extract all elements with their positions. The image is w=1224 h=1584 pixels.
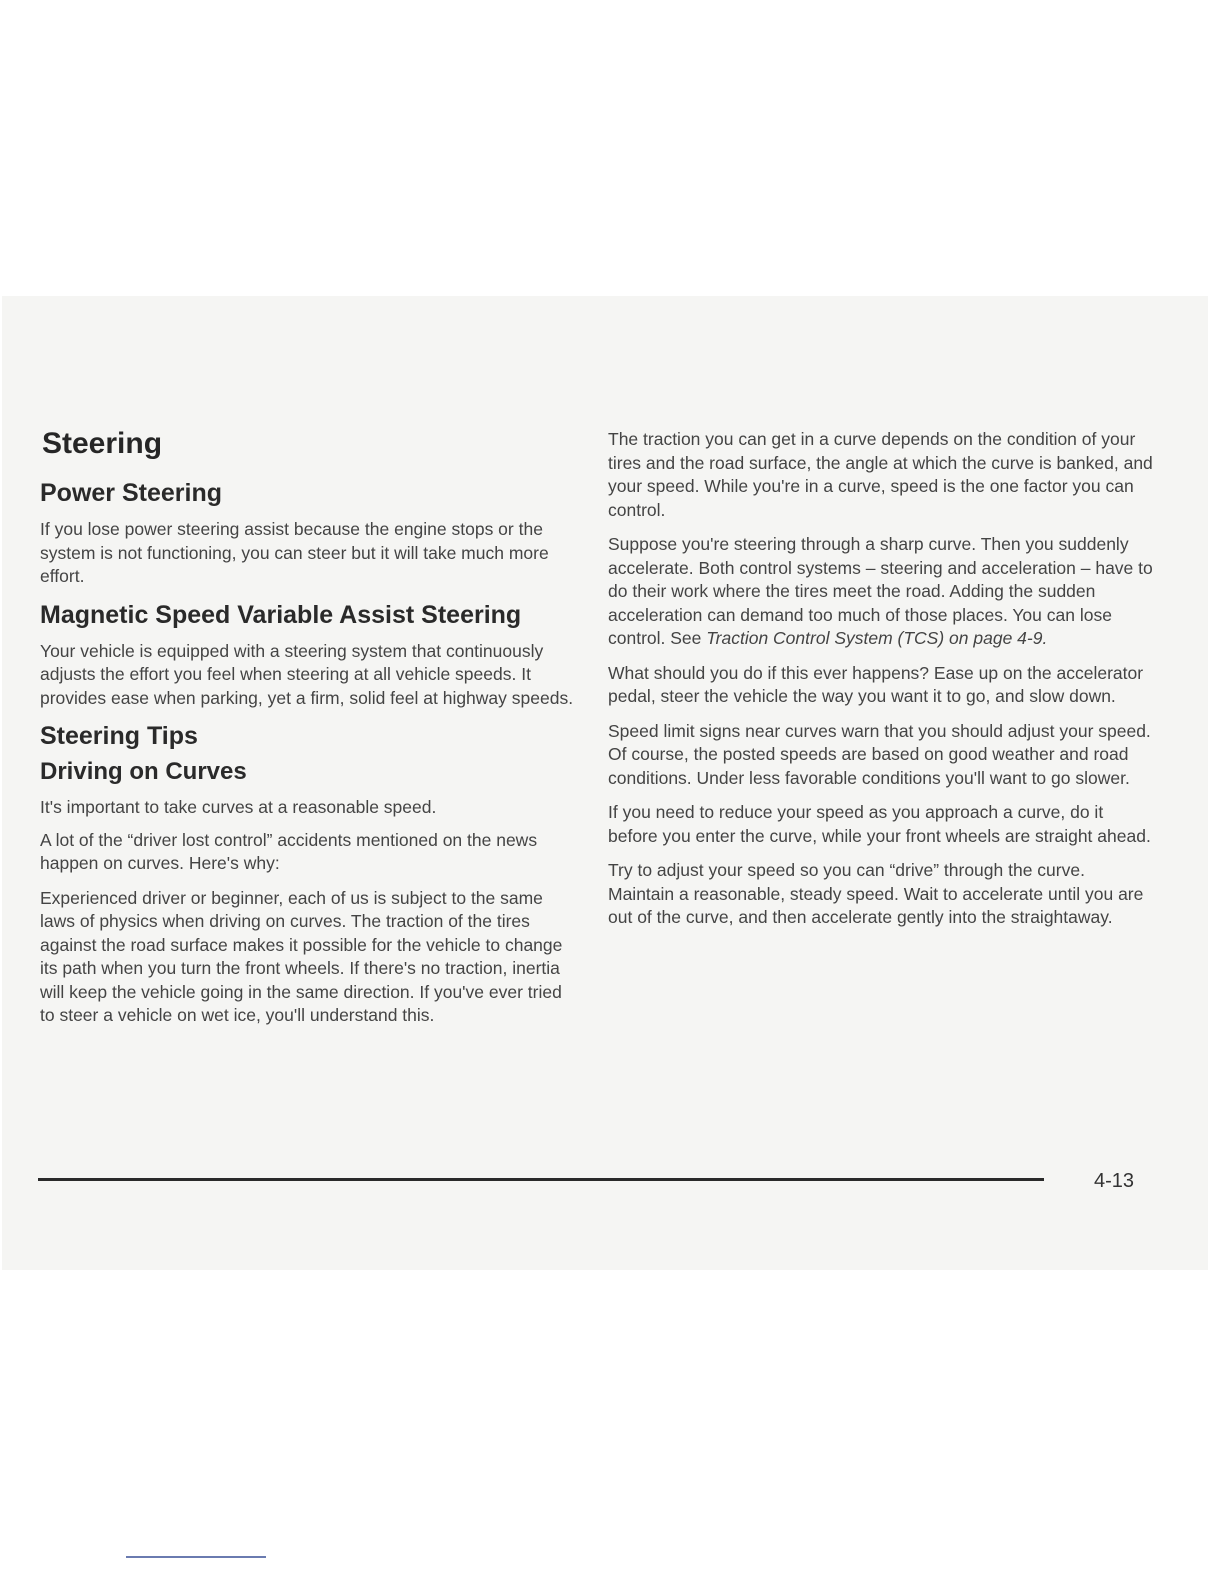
page-number: 4-13 [1094,1170,1135,1192]
what-to-do-paragraph: What should you do if this ever happens? Ease up on the accelerator pedal, steer the vehicle the way you want it to go, and slow down. [608,662,1144,706]
curves-paragraph-2: A lot of the “driver lost control” accidents mentioned on the news happen on curves. Here's why: [40,829,538,873]
acceleration-text: Suppose you're steering through a sharp curve. Then you suddenly accelerate. Both control systems – steering and acceleration – have to do their work where the tires meet the road. Adding the sudden acceleration can demand too much of those places. You can lose control. See [608,534,1153,648]
traction-paragraph: The traction you can get in a curve depends on the condition of your tires and the road surface, the angle at which the curve is banked, and your speed. While you're in a curve, speed is the one factor you can control. [608,429,1153,520]
speed-limit-paragraph: Speed limit signs near curves warn that you should adjust your speed. Of course, the posted speeds are based on good weather and road conditions. Under less favorable conditions you'll want to go slower. [608,720,1151,788]
chapter-title: Steering [42,427,163,460]
power-steering-body: If you lose power steering assist because the engine stops or the system is not functioning, you can steer but it will take much more effort. [40,519,549,586]
margin-mark [126,1556,266,1558]
power-steering-heading: Power Steering [40,479,222,507]
steady-speed-paragraph: Try to adjust your speed so you can “drive” through the curve. Maintain a reasonable, steady speed. Wait to accelerate until you are out of the curve, and then accelerate gently into the straightaway. [608,860,1144,927]
curves-paragraph-3: Experienced driver or beginner, each of us is subject to the same laws of physics when driving on curves. The traction of the tires against the road surface makes it possible for the vehicle to change its path when you turn the front wheels. If there's no traction, inertia will keep the vehicle going in the same direction. If you've ever tried to steer a vehicle on wet ice, you'll understand this. [40,887,563,1025]
driving-on-curves-heading: Driving on Curves [40,758,247,785]
left-column [40,426,576,1039]
right-column [608,428,1153,941]
acceleration-paragraph [608,533,1153,651]
curves-paragraph-1: It's important to take curves at a reasonable speed. [40,797,437,817]
tcs-cross-reference[interactable]: Traction Control System (TCS) on page 4-9. [706,628,1048,648]
magnetic-assist-heading: Magnetic Speed Variable Assist Steering [40,600,522,629]
steering-tips-heading: Steering Tips [40,722,198,750]
magnetic-assist-body: Your vehicle is equipped with a steering system that continuously adjusts the effort you feel when steering at all vehicle speeds. It provides ease when parking, yet a firm, solid feel at highway speeds. [40,640,574,708]
reduce-speed-paragraph: If you need to reduce your speed as you approach a curve, do it before you enter the curve, while your front wheels are straight ahead. [608,802,1151,846]
footer-rule [38,1178,1044,1181]
